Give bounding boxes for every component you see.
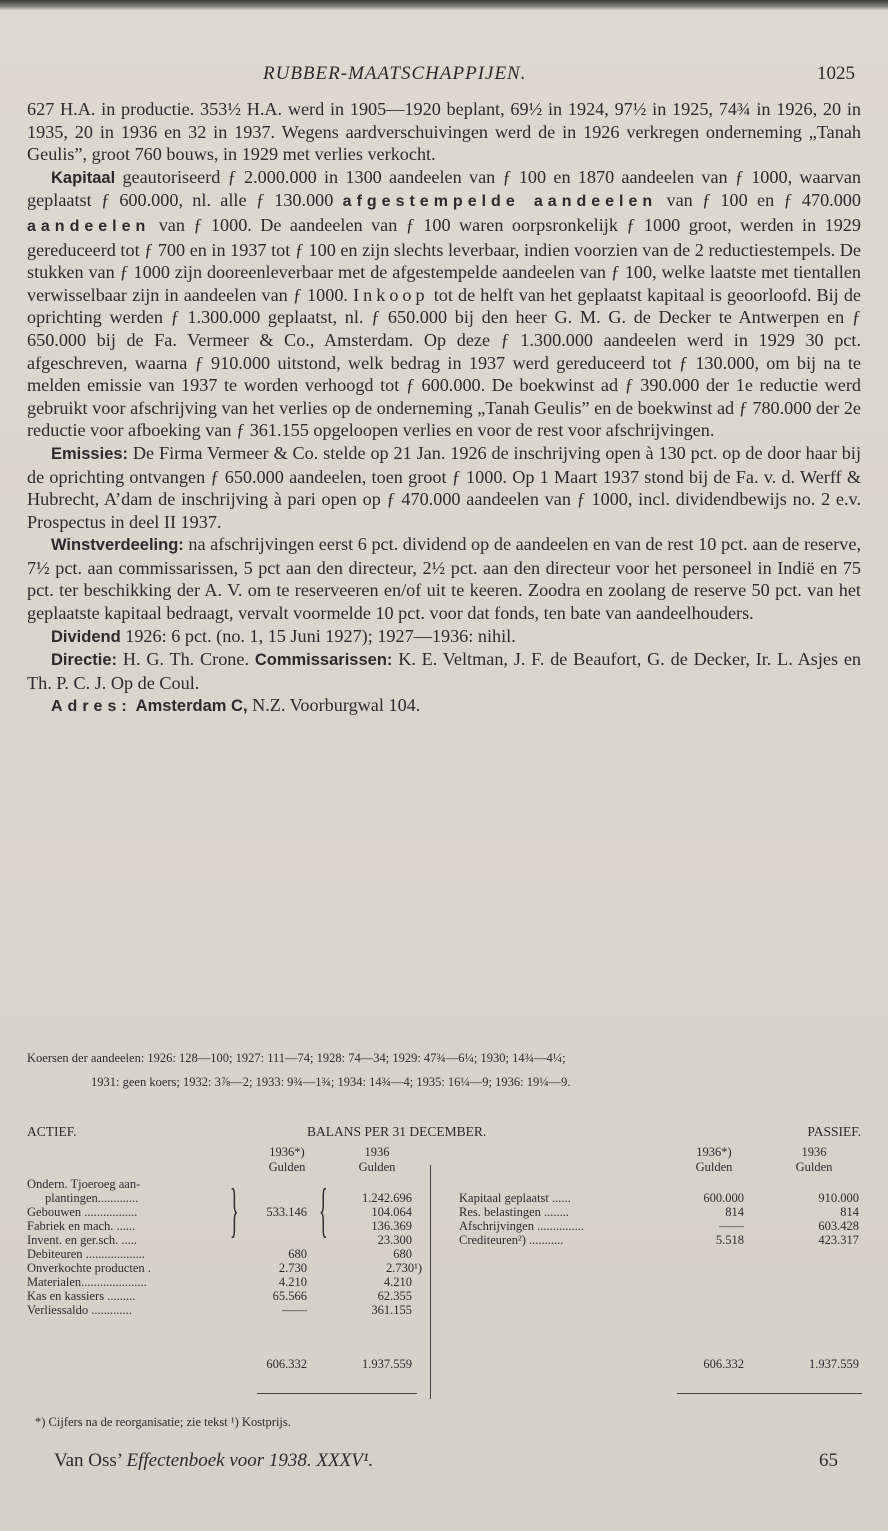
actief-row — [27, 1233, 427, 1248]
passief-v1-1: 814 — [725, 1205, 744, 1219]
footnote: *) Cijfers na de reorganisatie; zie tekst ¹) Kostprijs. — [35, 1415, 291, 1429]
passief-v1-0: 600.000 — [703, 1191, 744, 1205]
actief-label-5: Debiteuren ................... — [27, 1247, 146, 1261]
actief-v1-7: 4.210 — [278, 1275, 307, 1289]
actief-label: ACTIEF. — [27, 1124, 77, 1139]
actief-total-1: 606.332 — [266, 1357, 307, 1371]
actief-v2-3: 136.369 — [371, 1219, 412, 1233]
passief-label-1: Res. belastingen ........ — [459, 1205, 570, 1219]
actief-total-rule — [257, 1393, 417, 1394]
actief-v2-6: 2.730¹) — [385, 1261, 422, 1275]
footer-page-number: 65 — [819, 1450, 838, 1471]
actief-v2-5: 680 — [393, 1247, 412, 1261]
actief-v1-6: 2.730 — [278, 1261, 307, 1275]
brace-right: } — [230, 1177, 239, 1243]
inkoop-label: Inkoop — [353, 284, 429, 305]
actief-label-9: Verliessaldo ............. — [27, 1303, 132, 1317]
actief-row — [27, 1289, 427, 1304]
passief-label-2: Afschrijvingen ............... — [459, 1219, 584, 1233]
actief-v2-9: 361.155 — [371, 1303, 412, 1317]
actief-unit2: Gulden — [358, 1160, 396, 1174]
actief-label-8: Kas en kassiers ......... — [27, 1289, 136, 1303]
balance-rows — [27, 1177, 861, 1337]
koersen-section — [27, 1046, 861, 1094]
actief-row — [27, 1261, 427, 1276]
passief-v2-3: 423.317 — [818, 1233, 859, 1247]
directie-text: H. G. Th. Crone. — [117, 649, 255, 670]
passief-unit2: Gulden — [795, 1160, 833, 1174]
balance-head — [27, 1125, 861, 1143]
passief-label: PASSIEF. — [807, 1124, 861, 1139]
adres-text: N.Z. Voorburgwal 104. — [247, 695, 421, 716]
actief-v2-2: 104.064 — [371, 1205, 412, 1219]
paragraph-directie — [27, 648, 861, 694]
passief-label-0: Kapitaal geplaatst ...... — [459, 1191, 571, 1205]
passief-total-rule — [677, 1393, 862, 1394]
adres-label: Adres: — [51, 698, 132, 716]
footer-source-b: Effectenboek voor 1938. XXXV¹. — [126, 1450, 374, 1471]
actief-v1-2: 533.146 — [266, 1205, 307, 1219]
actief-row — [27, 1177, 427, 1192]
passief-row — [459, 1205, 859, 1220]
balance-sheet — [27, 1125, 861, 1373]
actief-v2-4: 23.300 — [377, 1233, 412, 1247]
actief-row — [27, 1205, 427, 1220]
passief-total-2: 1.937.559 — [809, 1357, 859, 1371]
actief-v2-8: 62.355 — [377, 1289, 412, 1303]
actief-row — [27, 1303, 427, 1318]
passief-v2-0: 910.000 — [818, 1191, 859, 1205]
passief-row — [459, 1191, 859, 1206]
directie-label: Directie: — [51, 651, 118, 670]
passief-row — [459, 1233, 859, 1248]
koersen-line-1: Koersen der aandeelen: 1926: 128—100; 1927: 111—74; 1928: 74—34; 1929: 47¾—6¼; 1930; 14¾—4¼; — [27, 1051, 566, 1065]
kapitaal-text-a: geautoriseerd ƒ 2.000.000 in 1300 aandeelen van ƒ 100 en 1870 aandeelen van ƒ 1000, waarvan geplaatst ƒ 600.000, nl. alle ƒ 130.000 — [27, 166, 861, 211]
passief-v2-2: 603.428 — [818, 1219, 859, 1233]
commissarissen-text: K. E. Veltman, J. F. de Beaufort, G. de Decker, Ir. L. Asjes en Th. P. C. J. Op de Coul. — [27, 649, 861, 693]
aandeelen-label: aandeelen — [27, 217, 151, 235]
dividend-label: Dividend — [51, 627, 121, 646]
actief-label-2: Gebouwen ................. — [27, 1205, 138, 1219]
actief-v2-7: 4.210 — [383, 1275, 412, 1289]
brace-left: { — [319, 1177, 328, 1243]
passief-label-3: Crediteuren²) ........... — [459, 1233, 564, 1247]
winst-label: Winstverdeeling: — [51, 536, 184, 555]
passief-v1-3: 5.518 — [715, 1233, 744, 1247]
balance-title: BALANS PER 31 DECEMBER. — [307, 1124, 487, 1139]
koersen-line-2: 1931: geen koers; 1932: 3⅞—2; 1933: 9¾—1¾; 1934: 14¾—4; 1935: 16¼—9; 1936: 19¼—9. — [91, 1075, 571, 1089]
actief-v1-8: 65.566 — [272, 1289, 307, 1303]
passief-v1-2: —— — [719, 1219, 744, 1233]
actief-col-headers — [27, 1143, 861, 1177]
page-header — [0, 63, 888, 87]
footer-source-a: Van Oss’ — [54, 1450, 127, 1471]
kapitaal-label: Kapitaal — [51, 168, 116, 187]
actief-year1: 1936*) — [269, 1145, 305, 1159]
actief-year2: 1936 — [364, 1145, 390, 1159]
paragraph-adres — [27, 694, 861, 719]
emissies-label: Emissies: — [51, 444, 129, 463]
paragraph-dividend — [27, 625, 861, 649]
passief-row — [459, 1219, 859, 1234]
running-title: RUBBER-MAATSCHAPPIJEN. — [263, 63, 527, 84]
passief-unit1: Gulden — [695, 1160, 733, 1174]
kapitaal-text-c: van ƒ 1000. De aandeelen van ƒ 100 waren oorpsronkelijk ƒ 1000 groot, werden in 1929 gereduceerd tot ƒ 700 en in 1937 tot ƒ 100 en zijn slechts leverbaar, indien voorzien van de 2 reductiestempels. De stukken van ƒ 1000 zijn dooreenleverbaar met de afgestempelde aandeelen van ƒ 100, welke laatste met tientallen verwisselbaar zijn in aandeelen van ƒ 1000. — [27, 214, 861, 305]
dividend-text: 1926: 6 pct. (no. 1, 15 Juni 1927); 1927—1936: nihil. — [120, 625, 516, 646]
paragraph-winstverdeeling — [27, 533, 861, 624]
actief-v1-5: 680 — [288, 1247, 307, 1261]
actief-unit1: Gulden — [268, 1160, 306, 1174]
actief-label-0: Ondern. Tjoeroeg aan- — [27, 1177, 141, 1191]
actief-v2-1: 1.242.696 — [362, 1191, 412, 1205]
actief-row — [27, 1247, 427, 1262]
afgestempelde-label: afgestempelde aandeelen — [342, 193, 658, 211]
actief-label-4: Invent. en ger.sch. ..... — [27, 1233, 138, 1247]
passief-year1: 1936*) — [696, 1145, 732, 1159]
commissarissen-label: Commissarissen: — [254, 651, 393, 670]
kapitaal-text-d: tot de helft van het geplaatst kapitaal is geoorloofd. Bij de oprichting werden ƒ 1.300.000 geplaatst, nl. ƒ 650.000 bij den heer G. M. G. de Decker te Antwerpen en ƒ 650.000 bij de Fa. Vermeer & Co., Amsterdam. Op deze ƒ 1.300.000 aandeelen werd in 1929 30 pct. afgeschreven, waarna ƒ 910.000 uitstond, welk bedrag in 1937 werd gereduceerd tot ƒ 130.000, om bij na te melden emissie van 1937 te worden verhoogd tot ƒ 600.000. De boekwinst ad ƒ 390.000 der 1e reductie werd gebruikt voor afschrijving van het verlies op de onderneming „Tanah Geulis” en de boekwinst ad ƒ 780.000 der 2e reductie voor afboeking van ƒ 361.155 opgeloopen verlies en voor de rest voor afschrijvingen. — [27, 284, 861, 441]
page-number: 1025 — [817, 63, 855, 84]
main-text — [27, 98, 861, 719]
winst-text: na afschrijvingen eerst 6 pct. dividend op de aandeelen en van de rest 10 pct. aan de reserve, 7½ pct. aan commissarissen, 5 pct aan den directeur, 2½ pct. aan den directeur voor het personeel in Indië en 75 pct. ter beschikking der A. V. om te reserveeren en/of uit te keeren. Zoodra en zoolang de reserve 50 pct. van het geplaatste kapitaal bedraagt, vervalt voormelde 10 pct. voor dat fonds, ten bate van aandeelhouders. — [27, 534, 861, 624]
actief-label-7: Materialen..................... — [27, 1275, 147, 1289]
adres-city: Amsterdam C, — [131, 697, 248, 716]
footer-source — [54, 1450, 373, 1472]
paragraph-kapitaal — [27, 166, 861, 442]
scan-edge — [0, 0, 888, 10]
actief-row — [27, 1219, 427, 1234]
actief-label-6: Onverkochte producten . — [27, 1261, 151, 1275]
paragraph-area: 627 H.A. in productie. 353½ H.A. werd in 1905—1920 beplant, 69½ in 1924, 97½ in 1925, 74¾ in 1926, 20 in 1935, 20 in 1936 en 32 in 1937. Wegens aardverschuivingen werd de in 1926 verkregen onderneming „Tanah Geulis”, groot 760 bouws, in 1929 met verlies verkocht. — [27, 99, 861, 165]
passief-total-1: 606.332 — [703, 1357, 744, 1371]
kapitaal-text-b: van ƒ 100 en ƒ 470.000 — [657, 190, 861, 211]
actief-total-2: 1.937.559 — [362, 1357, 412, 1371]
actief-v1-9: —— — [282, 1303, 307, 1317]
emissies-text: De Firma Vermeer & Co. stelde op 21 Jan. 1926 de inschrijving open à 130 pct. op de door haar bij de oprichting ontvangen ƒ 650.000 aandeelen, toen groot ƒ 1000. Op 1 Maart 1937 stond bij de Fa. v. d. Werff & Hubrecht, A’dam de inschrijving à pari open op ƒ 470.000 aandeelen van ƒ 1000, incl. dividendbewijs no. 2 e.v. Prospectus in deel II 1937. — [27, 442, 861, 532]
passief-v2-1: 814 — [840, 1205, 859, 1219]
actief-row — [27, 1191, 427, 1206]
paragraph-emissies — [27, 442, 861, 533]
passief-year2: 1936 — [801, 1145, 827, 1159]
balance-totals — [27, 1353, 861, 1373]
actief-label-1: plantingen............. — [45, 1191, 139, 1205]
actief-label-3: Fabriek en mach. ...... — [27, 1219, 136, 1233]
actief-row — [27, 1275, 427, 1290]
